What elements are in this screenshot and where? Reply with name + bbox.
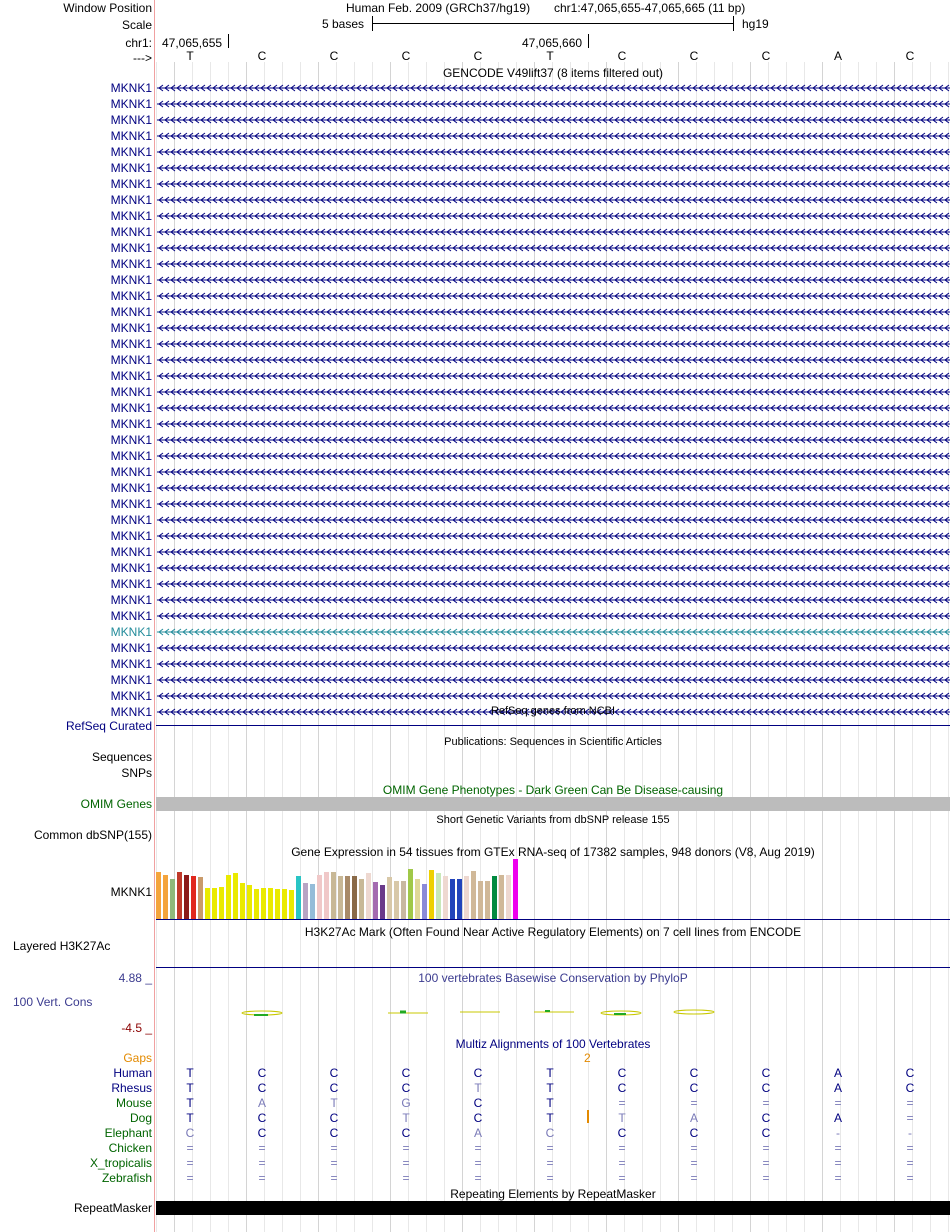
multiz-base: = [618,1171,626,1185]
multiz-base: C [761,1066,771,1080]
phylop-signal [156,1005,950,1021]
gtex-tissue-bar[interactable] [191,876,196,919]
multiz-base: C [617,1126,627,1140]
gtex-tissue-bar[interactable] [352,876,357,919]
phylop-max: 4.88 _ [118,971,152,985]
gtex-tissue-bar[interactable] [422,884,427,919]
gencode-gene-label[interactable]: MKNK1 [110,625,152,639]
multiz-gap-count: 2 [584,1051,591,1065]
gtex-tissue-bar[interactable] [184,875,189,919]
gtex-tissue-bar[interactable] [317,875,322,919]
scale-label: Scale [121,18,152,32]
multiz-base: C [329,1066,339,1080]
multiz-base: A [473,1126,482,1140]
multiz-base: = [546,1171,554,1185]
gencode-transcript-feature[interactable] [157,291,950,301]
multiz-base: T [330,1096,338,1110]
gencode-transcript-feature[interactable] [157,499,950,509]
gtex-tissue-bar[interactable] [177,872,182,919]
multiz-base: A [257,1096,266,1110]
base-letter: T [186,49,194,63]
multiz-base: T [546,1111,554,1125]
gencode-gene-label[interactable]: MKNK1 [110,657,152,671]
gtex-tissue-bar[interactable] [219,887,224,919]
multiz-base: A [833,1081,842,1095]
gtex-tissue-bar[interactable] [429,870,434,919]
refseq-label[interactable]: RefSeq Curated [65,719,152,733]
omim-title[interactable]: OMIM Gene Phenotypes - Dark Green Can Be Disease-causing [382,783,724,797]
multiz-base: = [330,1141,338,1155]
strand-label: ---> [133,51,152,65]
gencode-title[interactable]: GENCODE V49lift37 (8 items filtered out) [442,66,664,80]
gencode-transcript-feature[interactable] [157,611,950,621]
gencode-transcript-feature[interactable] [157,355,950,365]
multiz-base: = [906,1141,914,1155]
gtex-tissue-bar[interactable] [275,889,280,919]
gtex-tissue-bar[interactable] [240,883,245,919]
multiz-base: C [761,1081,771,1095]
multiz-base: A [833,1111,842,1125]
gencode-gene-label[interactable]: MKNK1 [110,529,152,543]
multiz-base: C [545,1126,555,1140]
gencode-gene-label[interactable]: MKNK1 [110,385,152,399]
multiz-base: C [473,1096,483,1110]
gtex-tissue-bar[interactable] [345,876,350,919]
gencode-transcript-feature[interactable] [157,403,950,413]
multiz-base: C [617,1081,627,1095]
gtex-tissue-bar[interactable] [506,875,511,919]
multiz-base: = [186,1141,194,1155]
gencode-gene-label[interactable]: MKNK1 [110,401,152,415]
gencode-gene-label[interactable]: MKNK1 [110,305,152,319]
gencode-transcript-feature[interactable] [157,547,950,557]
dog-insertion-marker [587,1110,589,1123]
multiz-base: = [546,1156,554,1170]
gtex-tissue-bar[interactable] [492,876,497,919]
gtex-tissue-bar[interactable] [457,879,462,919]
gtex-tissue-bar[interactable] [310,884,315,919]
multiz-title[interactable]: Multiz Alignments of 100 Vertebrates [455,1037,651,1051]
dbsnp-title[interactable]: Short Genetic Variants from dbSNP release 155 [436,814,670,826]
multiz-base: = [258,1171,266,1185]
phylop-label[interactable]: 100 Vert. Cons [13,995,93,1009]
multiz-base: = [186,1171,194,1185]
base-letter: C [617,49,627,63]
multiz-base: C [473,1066,483,1080]
repeatmasker-title[interactable]: Repeating Elements by RepeatMasker [450,1187,656,1201]
multiz-base: = [258,1156,266,1170]
base-letter: C [257,49,267,63]
multiz-base: T [186,1081,194,1095]
gtex-tissue-bar[interactable] [387,877,392,919]
gencode-gene-label[interactable]: MKNK1 [110,225,152,239]
gtex-tissue-bar[interactable] [212,888,217,919]
gencode-transcript-feature[interactable] [157,627,950,637]
gencode-gene-label[interactable]: MKNK1 [110,289,152,303]
h3k27ac-line [156,967,950,968]
gencode-gene-label[interactable]: MKNK1 [110,209,152,223]
multiz-base: T [474,1081,482,1095]
gencode-transcript-feature[interactable] [157,419,950,429]
gtex-tissue-bar[interactable] [450,879,455,919]
multiz-base: C [761,1126,771,1140]
multiz-base: C [329,1126,339,1140]
gencode-gene-label[interactable]: MKNK1 [110,449,152,463]
repeatmasker-label[interactable]: RepeatMasker [73,1201,152,1215]
gtex-tissue-bar[interactable] [401,881,406,919]
gencode-gene-label[interactable]: MKNK1 [110,481,152,495]
gtex-tissue-bar[interactable] [282,889,287,919]
gencode-gene-label[interactable]: MKNK1 [110,321,152,335]
gencode-gene-label[interactable]: MKNK1 [110,193,152,207]
gtex-tissue-bar[interactable] [247,885,252,919]
multiz-base: = [618,1141,626,1155]
multiz-base: = [762,1141,770,1155]
gencode-transcript-feature[interactable] [157,643,950,653]
multiz-base: T [618,1111,626,1125]
multiz-base: A [689,1111,698,1125]
gencode-transcript-feature[interactable] [157,371,950,381]
publications-label-sequences[interactable]: Sequences [91,750,152,764]
gtex-tissue-bar[interactable] [156,872,161,919]
multiz-base: = [690,1141,698,1155]
gencode-transcript-feature[interactable] [157,323,950,333]
gtex-tissue-bar[interactable] [359,879,364,919]
gencode-gene-label[interactable]: MKNK1 [110,433,152,447]
ruler-tick-1 [228,34,229,48]
base-letter: C [401,49,411,63]
multiz-base: T [546,1066,554,1080]
multiz-base: = [906,1111,914,1125]
scale-db: hg19 [742,17,769,31]
gencode-gene-label[interactable]: MKNK1 [110,705,152,719]
multiz-base: - [908,1126,912,1140]
multiz-species-label[interactable]: Dog [129,1111,152,1125]
gtex-label[interactable]: MKNK1 [110,885,152,899]
chrom-label: chr1: [125,36,152,50]
h3k27ac-title[interactable]: H3K27Ac Mark (Often Found Near Active Regulatory Elements) on 7 cell lines from ENCODE [304,925,802,939]
multiz-base: - [836,1126,840,1140]
gencode-transcript-feature[interactable] [157,195,950,205]
multiz-base: = [330,1156,338,1170]
multiz-gaps-label[interactable]: Gaps [123,1051,152,1065]
scale-bar [372,23,733,24]
multiz-base: = [690,1156,698,1170]
multiz-base: = [618,1156,626,1170]
gtex-tissue-bar[interactable] [303,883,308,919]
multiz-base: C [329,1081,339,1095]
gencode-gene-label[interactable]: MKNK1 [110,241,152,255]
gencode-gene-label[interactable]: MKNK1 [110,97,152,111]
gencode-transcript-feature[interactable] [157,531,950,541]
h3k27ac-label[interactable]: Layered H3K27Ac [13,939,111,953]
gencode-gene-label[interactable]: MKNK1 [110,497,152,511]
gtex-tissue-bar[interactable] [366,873,371,919]
multiz-base: C [617,1066,627,1080]
multiz-base: = [474,1141,482,1155]
multiz-base: C [905,1066,915,1080]
gencode-gene-label[interactable]: MKNK1 [110,257,152,271]
gencode-gene-label[interactable]: MKNK1 [110,273,152,287]
multiz-base: = [834,1171,842,1185]
multiz-base: C [689,1126,699,1140]
scale-bar-left-tick [372,16,373,31]
gtex-tissue-bar[interactable] [198,877,203,919]
gencode-gene-label[interactable]: MKNK1 [110,113,152,127]
multiz-base: = [186,1156,194,1170]
multiz-base: = [546,1141,554,1155]
multiz-base: T [186,1096,194,1110]
gtex-tissue-bar[interactable] [373,882,378,919]
multiz-base: T [546,1081,554,1095]
gtex-tissue-bar[interactable] [338,876,343,919]
multiz-base: C [689,1066,699,1080]
gencode-transcript-feature[interactable] [157,451,950,461]
multiz-base: C [329,1111,339,1125]
gtex-tissue-bar[interactable] [324,872,329,919]
gencode-gene-label[interactable]: MKNK1 [110,577,152,591]
multiz-base: C [185,1126,195,1140]
gtex-tissue-bar[interactable] [296,876,301,919]
gtex-tissue-bar[interactable] [163,875,168,919]
multiz-base: = [402,1171,410,1185]
gencode-transcript-feature[interactable] [157,435,950,445]
gencode-gene-label[interactable]: MKNK1 [110,593,152,607]
phylop-title[interactable]: 100 vertebrates Basewise Conservation by PhyloP [418,971,688,985]
multiz-base: = [330,1171,338,1185]
multiz-species-label[interactable]: Human [113,1066,152,1080]
gencode-gene-label[interactable]: MKNK1 [110,641,152,655]
multiz-base: C [257,1081,267,1095]
window-position-label: Window Position [63,1,152,15]
assembly-title: Human Feb. 2009 (GRCh37/hg19) [346,1,531,15]
gtex-tissue-bar[interactable] [443,876,448,919]
dbsnp-label[interactable]: Common dbSNP(155) [33,828,152,842]
gencode-transcript-feature[interactable] [157,691,950,701]
gencode-transcript-feature[interactable] [157,515,950,525]
gtex-title[interactable]: Gene Expression in 54 tissues from GTEx RNA-seq of 17382 samples, 948 donors (V8, Aug 2019) [291,845,815,859]
gtex-tissue-bar[interactable] [261,888,266,919]
gencode-transcript-feature[interactable] [157,307,950,317]
gencode-transcript-feature[interactable] [157,675,950,685]
gtex-tissue-bar[interactable] [471,871,476,919]
omim-label[interactable]: OMIM Genes [80,797,152,811]
gtex-tissue-bar[interactable] [233,873,238,919]
scale-bar-right-tick [733,16,734,31]
multiz-base: = [834,1096,842,1110]
multiz-base: = [474,1171,482,1185]
multiz-base: = [474,1156,482,1170]
refseq-title[interactable]: RefSeq genes from NCBI [490,705,616,717]
multiz-base: = [834,1141,842,1155]
gencode-gene-label[interactable]: MKNK1 [110,369,152,383]
multiz-base: C [689,1081,699,1095]
gencode-gene-label[interactable]: MKNK1 [110,81,152,95]
multiz-base: T [402,1111,410,1125]
multiz-base: G [401,1096,411,1110]
multiz-species-label[interactable]: Chicken [108,1141,152,1155]
scale-text: 5 bases [322,17,365,31]
repeatmasker-feature-bar[interactable] [156,1201,950,1215]
gencode-transcript-feature[interactable] [157,163,950,173]
gencode-transcript-feature[interactable] [157,179,950,189]
base-letter: C [329,49,339,63]
multiz-base: = [402,1156,410,1170]
publications-title[interactable]: Publications: Sequences in Scientific Articles [444,736,662,748]
gtex-tissue-bar[interactable] [226,875,231,919]
gtex-tissue-bar[interactable] [478,881,483,919]
gtex-tissue-bar[interactable] [170,879,175,919]
gtex-tissue-bar[interactable] [394,881,399,919]
multiz-base: = [258,1141,266,1155]
multiz-base: C [473,1111,483,1125]
base-letter: T [546,49,554,63]
gencode-gene-label[interactable]: MKNK1 [110,353,152,367]
gtex-tissue-bar[interactable] [380,885,385,919]
ruler-pos-2: 47,065,660 [522,36,583,50]
gencode-transcript-feature[interactable] [157,243,950,253]
gencode-transcript-feature[interactable] [157,467,950,477]
gencode-transcript-feature[interactable] [157,227,950,237]
label-gutter-divider [154,0,155,1232]
gencode-gene-label[interactable]: MKNK1 [110,161,152,175]
gencode-gene-label[interactable]: MKNK1 [110,673,152,687]
gencode-gene-label[interactable]: MKNK1 [110,513,152,527]
gencode-transcript-feature[interactable] [157,483,950,493]
gencode-transcript-feature[interactable] [157,259,950,269]
gencode-gene-label[interactable]: MKNK1 [110,609,152,623]
multiz-species-label[interactable]: X_tropicalis [89,1156,152,1170]
base-letter: C [473,49,483,63]
gencode-transcript-feature[interactable] [157,387,950,397]
gencode-gene-label[interactable]: MKNK1 [110,465,152,479]
gencode-transcript-feature[interactable] [157,339,950,349]
multiz-base: = [618,1096,626,1110]
base-letter: C [689,49,699,63]
gtex-tissue-bar[interactable] [436,873,441,919]
gtex-tissue-bar[interactable] [289,890,294,919]
multiz-species-label[interactable]: Rhesus [111,1081,152,1095]
gtex-tissue-bar[interactable] [464,876,469,919]
gencode-transcript-feature[interactable] [157,563,950,573]
base-letter: C [905,49,915,63]
ruler-tick-2 [588,34,589,48]
gencode-gene-label[interactable]: MKNK1 [110,417,152,431]
omim-feature-bar[interactable] [156,797,950,811]
refseq-line [156,725,950,726]
multiz-base: = [690,1171,698,1185]
multiz-base: C [401,1081,411,1095]
multiz-base: C [257,1066,267,1080]
multiz-base: C [905,1081,915,1095]
gtex-tissue-bar[interactable] [331,872,336,919]
multiz-base: = [762,1171,770,1185]
multiz-base: C [257,1111,267,1125]
gencode-gene-label[interactable]: MKNK1 [110,561,152,575]
base-letter: A [833,49,842,63]
gencode-gene-label[interactable]: MKNK1 [110,177,152,191]
multiz-base: = [762,1096,770,1110]
publications-label-snps[interactable]: SNPs [121,766,152,780]
gtex-tissue-bar[interactable] [485,881,490,919]
gencode-transcript-feature[interactable] [157,659,950,669]
multiz-base: C [401,1126,411,1140]
multiz-base: C [761,1111,771,1125]
phylop-min: -4.5 _ [121,1021,152,1035]
multiz-base: C [401,1066,411,1080]
gencode-gene-label[interactable]: MKNK1 [110,145,152,159]
multiz-species-label[interactable]: Zebrafish [101,1171,152,1185]
gtex-tissue-bar[interactable] [513,859,518,919]
multiz-species-label[interactable]: Mouse [115,1096,152,1110]
gencode-transcript-feature[interactable] [157,99,950,109]
gencode-gene-label[interactable]: MKNK1 [110,129,152,143]
multiz-base: A [833,1066,842,1080]
gencode-gene-label[interactable]: MKNK1 [110,689,152,703]
multiz-base: T [186,1111,194,1125]
gencode-transcript-feature[interactable] [157,211,950,221]
gencode-transcript-feature[interactable] [157,579,950,589]
base-letter: C [761,49,771,63]
gtex-tissue-bar[interactable] [408,869,413,919]
multiz-base: = [906,1171,914,1185]
multiz-base: = [690,1096,698,1110]
gtex-tissue-bar[interactable] [415,879,420,919]
multiz-base: = [906,1096,914,1110]
gencode-transcript-feature[interactable] [157,131,950,141]
multiz-species-label[interactable]: Elephant [104,1126,152,1140]
gencode-transcript-feature[interactable] [157,115,950,125]
multiz-base: = [762,1156,770,1170]
multiz-base: = [906,1156,914,1170]
gencode-transcript-feature[interactable] [157,147,950,157]
gencode-gene-label[interactable]: MKNK1 [110,545,152,559]
gencode-gene-label[interactable]: MKNK1 [110,337,152,351]
gtex-tissue-bar[interactable] [499,875,504,919]
gtex-tissue-bar[interactable] [268,888,273,919]
gencode-transcript-feature[interactable] [157,275,950,285]
gencode-transcript-feature[interactable] [157,595,950,605]
ruler-pos-1: 47,065,655 [162,36,223,50]
multiz-base: = [402,1141,410,1155]
gencode-transcript-feature[interactable] [157,83,950,93]
gtex-baseline [156,919,950,920]
multiz-base: T [546,1096,554,1110]
gtex-tissue-bar[interactable] [205,888,210,919]
multiz-base: C [257,1126,267,1140]
position-range: chr1:47,065,655-47,065,665 (11 bp) [554,1,746,15]
gtex-tissue-bar[interactable] [254,889,259,919]
multiz-base: = [834,1156,842,1170]
multiz-base: T [186,1066,194,1080]
